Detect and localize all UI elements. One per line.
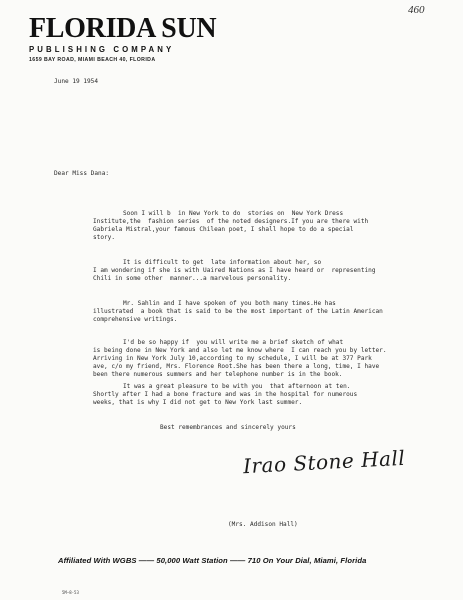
handwritten-signature: Irao Stone Hall — [242, 445, 406, 479]
body-line: Institute,the fashion series of the noted designers.If you are there with — [93, 218, 369, 225]
body-line: been there numerous summers and her telephone number is in the book. — [93, 371, 343, 378]
body-line: story. — [93, 234, 116, 241]
company-name: FLORIDA SUN — [29, 13, 217, 44]
letter-date: June 19 1954 — [54, 78, 99, 85]
paragraph-2 — [93, 259, 393, 283]
body-line: weeks, that is why I did not get to New York last summer. — [93, 399, 303, 406]
body-line: It was a great pleasure to be with you that afternoon at ten. — [123, 383, 351, 390]
body-line: Gabriela Mistral,your famous Chilean poet, I shall hope to do a special — [93, 226, 354, 233]
body-line: comprehensive writings. — [93, 316, 178, 323]
greeting: Dear Miss Dana: — [54, 170, 110, 177]
body-line: is being done in New York and also let me know where I can reach you by letter. — [93, 347, 387, 354]
body-line: ave, c/o my friend, Mrs. Florence Root.She has been there a long, time, I have — [93, 363, 380, 370]
paragraph-5 — [93, 383, 393, 407]
body-line: Chili in some other manner...a marvelous personality. — [93, 275, 292, 282]
paragraph-3 — [93, 300, 393, 324]
body-line: Soon I will b in New York to do stories on New York Dress — [123, 210, 344, 217]
letterhead-footer: Affiliated With WGBS —— 50,000 Watt Station —— 710 On Your Dial, Miami, Florida — [58, 556, 367, 565]
company-address: 1659 BAY ROAD, MIAMI BEACH 40, FLORIDA — [29, 57, 156, 63]
company-subtitle: PUBLISHING COMPANY — [29, 45, 175, 54]
closing: Best remembrances and sincerely yours — [160, 424, 296, 431]
body-line: Arriving in New York July 10,according to my schedule, I will be at 377 Park — [93, 355, 372, 362]
paragraph-4 — [93, 339, 393, 379]
letterhead — [29, 14, 216, 63]
archive-number: 460 — [408, 4, 425, 16]
body-line: Mr. Sahlin and I have spoken of you both many times.He has — [123, 300, 336, 307]
body-line: I am wondering if she is with Uaired Nations as I have heard or representing — [93, 267, 376, 274]
body-line: illustrated a book that is said to be the most important of the Latin American — [93, 308, 383, 315]
body-line: It is difficult to get late information about her, so — [123, 259, 322, 266]
body-line: Shortly after I had a bone fracture and was in the hospital for numerous — [93, 391, 358, 398]
form-code: 5M—8-53 — [62, 590, 79, 595]
body-line: I'd be so happy if you will write me a brief sketch of what — [123, 339, 344, 346]
paragraph-1 — [93, 210, 393, 242]
typed-name: (Mrs. Addison Hall) — [228, 521, 298, 528]
